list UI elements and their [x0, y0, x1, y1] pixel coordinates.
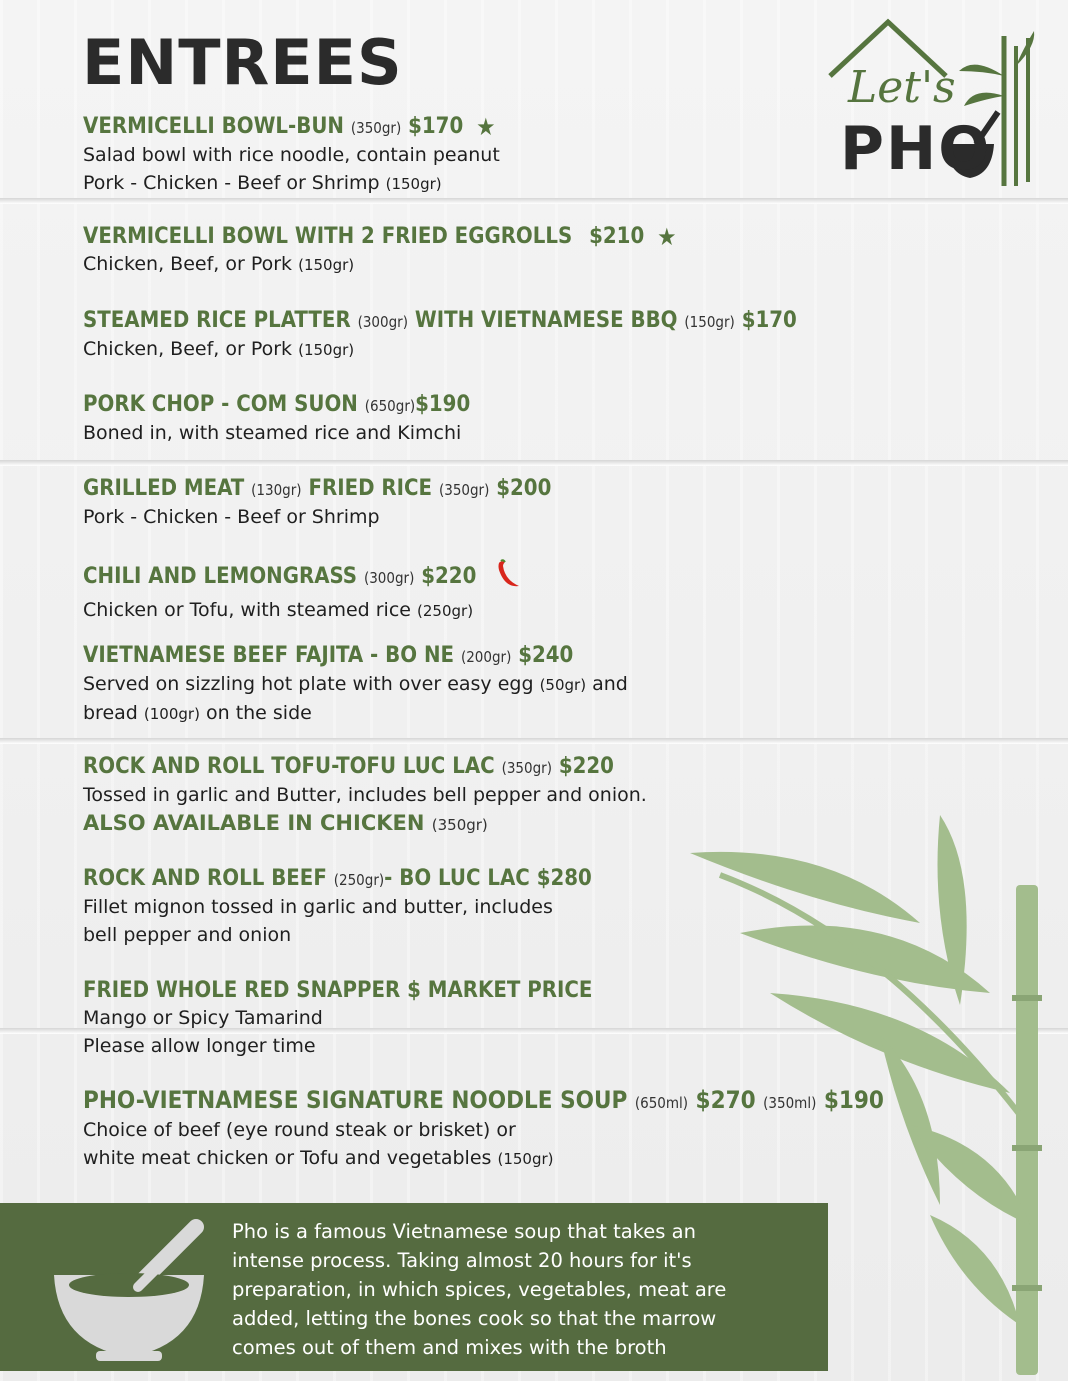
item-title — [83, 754, 963, 781]
item-name: GRILLED MEAT — [83, 476, 245, 501]
item-weight: (300gr) — [357, 313, 408, 331]
mortar-pestle-icon — [46, 1215, 216, 1365]
menu-item — [83, 308, 963, 364]
plank-divider — [0, 198, 1068, 204]
item-name: PORK CHOP - COM SUON — [83, 392, 358, 417]
item-weight: (50gr) — [539, 676, 587, 694]
info-line: Pho is a famous Vietnamese soup that takes an — [232, 1220, 696, 1243]
item-price: $220 — [558, 754, 614, 779]
item-weight: (300gr) — [363, 569, 415, 587]
item-price: $280 — [536, 866, 592, 891]
item-price: $190 — [415, 392, 471, 417]
menu-item — [83, 114, 963, 198]
item-weight: (200gr) — [460, 648, 512, 666]
item-description: Boned in, with steamed rice and Kimchi — [83, 422, 462, 444]
item-title — [83, 476, 963, 503]
item-weight: (150gr) — [298, 256, 355, 274]
item-title — [83, 114, 963, 141]
item-description-text: Chicken or Tofu, with steamed rice — [83, 599, 411, 621]
item-price: $170 — [408, 114, 464, 139]
item-description — [83, 596, 963, 625]
pho-info-box — [0, 1203, 828, 1371]
item-description — [83, 169, 963, 198]
item-price: $210 — [589, 224, 645, 249]
item-description — [83, 699, 963, 728]
menu-item — [83, 476, 963, 531]
item-description-text: white meat chicken or Tofu and vegetables — [83, 1147, 492, 1169]
item-description-text: Chicken, Beef, or Pork — [83, 253, 293, 275]
item-weight: (350gr) — [438, 481, 490, 499]
plank-divider — [0, 738, 1068, 744]
item-name: ROCK AND ROLL BEEF — [83, 866, 327, 891]
pho-info-text — [232, 1217, 822, 1362]
item-weight: (150gr) — [298, 341, 355, 359]
item-title — [83, 1087, 963, 1116]
item-description: Mango or Spicy Tamarind — [83, 1007, 323, 1029]
item-weight: (350ml) — [763, 1094, 817, 1112]
item-description: Choice of beef (eye round steak or brisket) or — [83, 1119, 516, 1141]
item-description-text: on the side — [205, 702, 312, 724]
item-title — [83, 308, 963, 335]
item-description: Tossed in garlic and Butter, includes bell pepper and onion. — [83, 784, 647, 806]
item-weight: (130gr) — [251, 481, 302, 499]
item-description: Please allow longer time — [83, 1035, 316, 1057]
menu-item — [83, 224, 963, 279]
item-title — [83, 392, 963, 419]
item-description — [83, 250, 963, 279]
item-name: FRIED RICE — [308, 476, 433, 501]
item-price: $220 — [421, 564, 477, 589]
item-description: Salad bowl with rice noodle, contain peanut — [83, 144, 500, 166]
item-weight: (250gr) — [333, 871, 385, 889]
item-description — [83, 335, 963, 364]
item-price: $170 — [741, 308, 797, 333]
item-weight: (350gr) — [501, 759, 552, 777]
menu-item — [83, 643, 963, 728]
star-icon: ★ — [476, 113, 496, 141]
chili-icon — [493, 559, 523, 596]
page-title: ENTREES — [82, 26, 403, 99]
item-title — [83, 224, 963, 250]
item-name: VERMICELLI BOWL WITH 2 FRIED EGGROLLS — [83, 224, 573, 249]
item-name: STEAMED RICE PLATTER — [83, 308, 351, 333]
logo-pho-text: PHO — [840, 114, 992, 184]
item-name: CHILI AND LEMONGRASS — [83, 564, 358, 589]
item-weight: (350gr) — [431, 816, 488, 834]
item-name: WITH VIETNAMESE BBQ — [414, 308, 678, 333]
item-weight: (650ml) — [634, 1094, 689, 1112]
item-name: PHO-VIETNAMESE SIGNATURE NOODLE SOUP — [83, 1086, 628, 1114]
info-line: comes out of them and mixes with the broth — [232, 1336, 667, 1359]
logo-lets-text: Let's — [848, 62, 956, 113]
item-price: $200 — [496, 476, 552, 501]
item-price: $190 — [823, 1086, 884, 1114]
item-description: Pork - Chicken - Beef or Shrimp — [83, 506, 380, 528]
item-title — [83, 643, 963, 670]
item-price: $270 — [695, 1086, 756, 1114]
info-line: preparation, in which spices, vegetables, meat are — [232, 1278, 727, 1301]
item-description-text: Served on sizzling hot plate with over easy egg — [83, 673, 534, 695]
star-icon: ★ — [657, 223, 677, 251]
menu-item — [83, 559, 963, 625]
item-name: VIETNAMESE BEEF FAJITA - BO NE — [83, 643, 455, 668]
menu-item — [83, 978, 963, 1060]
plank-divider — [0, 460, 1068, 466]
item-weight: (150gr) — [385, 175, 442, 193]
item-title — [83, 559, 963, 596]
item-title: FRIED WHOLE RED SNAPPER $ MARKET PRICE — [83, 978, 593, 1003]
item-price: $240 — [518, 643, 574, 668]
item-description — [83, 1144, 963, 1173]
item-description: bell pepper and onion — [83, 924, 292, 946]
item-weight: (650gr) — [364, 397, 416, 415]
item-description-text: Chicken, Beef, or Pork — [83, 338, 293, 360]
info-line: intense process. Taking almost 20 hours for it's — [232, 1249, 692, 1272]
item-description-text: and — [592, 673, 628, 695]
item-name: VERMICELLI BOWL-BUN — [83, 114, 344, 139]
item-weight: (150gr) — [684, 313, 735, 331]
item-name: - BO LUC LAC — [384, 866, 530, 891]
item-description-text: bread — [83, 702, 138, 724]
item-weight: (250gr) — [417, 602, 474, 620]
item-description — [83, 670, 963, 699]
menu-item — [83, 392, 963, 447]
item-description-text: Pork - Chicken - Beef or Shrimp — [83, 172, 380, 194]
item-name: ROCK AND ROLL TOFU-TOFU LUC LAC — [83, 754, 495, 779]
item-weight: (100gr) — [143, 705, 200, 723]
item-weight: (350gr) — [350, 119, 402, 137]
menu-item — [83, 1087, 963, 1173]
item-note-text: ALSO AVAILABLE IN CHICKEN — [83, 811, 425, 835]
item-description: Fillet mignon tossed in garlic and butter, includes — [83, 896, 553, 918]
info-line: added, letting the bones cook so that the marrow — [232, 1307, 717, 1330]
item-weight: (150gr) — [497, 1150, 554, 1168]
